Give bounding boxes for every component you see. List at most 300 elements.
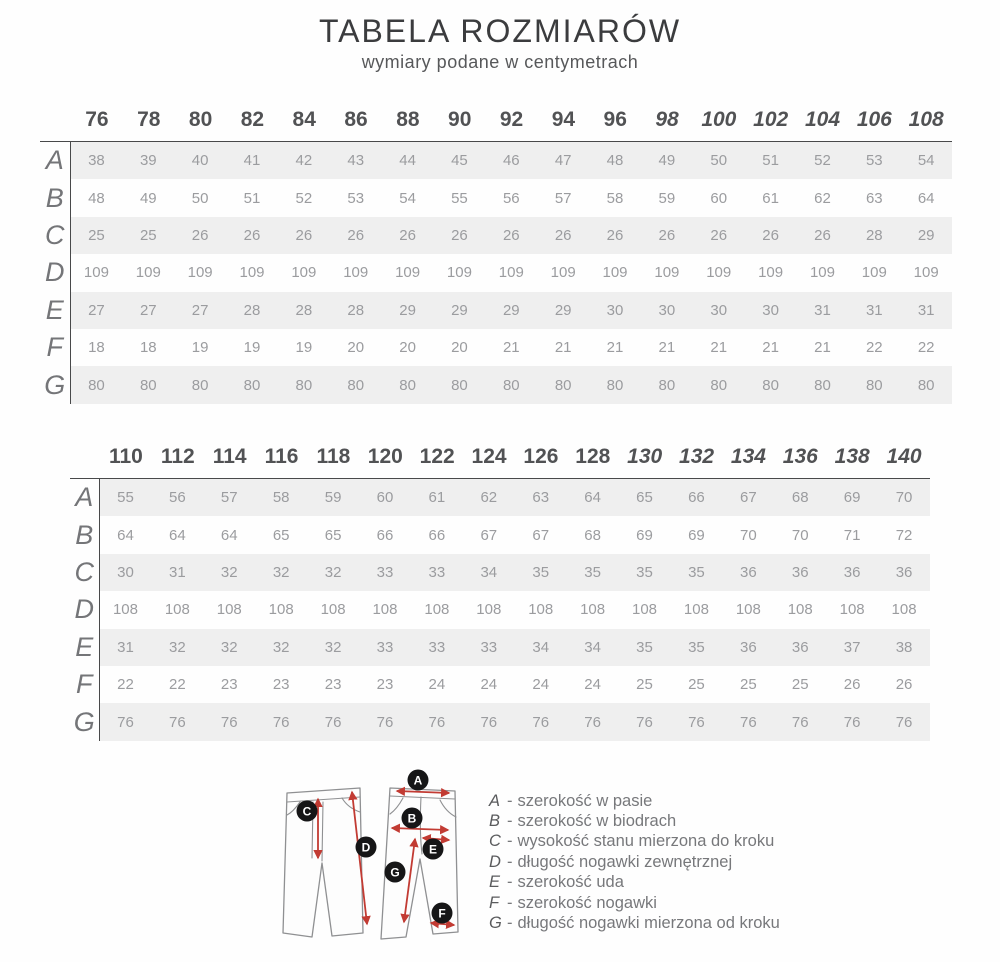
measurement-cell: 80 xyxy=(917,376,935,394)
measurement-cell: 55 xyxy=(117,489,134,507)
measurement-cell: 19 xyxy=(295,339,313,357)
measurement-cell: 109 xyxy=(239,264,265,282)
measurement-cell: 109 xyxy=(291,264,317,282)
inseam-badge xyxy=(385,862,406,883)
measurement-cell: 64 xyxy=(117,526,134,544)
measurement-cell: 32 xyxy=(324,563,342,581)
size-column-header: 122 xyxy=(419,445,455,468)
size-table-body xyxy=(70,478,930,741)
legend-description: szerokość w biodrach xyxy=(517,812,677,831)
size-column-header: 92 xyxy=(499,107,524,131)
measurement-cell: 59 xyxy=(658,189,676,207)
measurement-cell: 43 xyxy=(347,152,365,170)
page-title: TABELA ROZMIARÓW xyxy=(318,13,682,49)
measurement-cell: 71 xyxy=(843,526,861,544)
measurement-cell: 76 xyxy=(843,713,861,731)
measurement-cell: 108 xyxy=(216,601,242,619)
measurement-cell: 33 xyxy=(428,638,446,656)
measurement-cell: 26 xyxy=(191,226,209,244)
measurement-cell: 108 xyxy=(372,601,398,619)
measurement-cell: 70 xyxy=(895,489,913,507)
measurement-cell: 32 xyxy=(220,638,238,656)
measurement-cell: 64 xyxy=(584,489,601,507)
measurement-cell: 108 xyxy=(632,601,658,619)
measurement-cell: 38 xyxy=(895,638,913,656)
size-column-header: 128 xyxy=(575,445,611,468)
measurement-cell: 21 xyxy=(762,339,779,357)
measurement-cell: 80 xyxy=(606,376,624,394)
measurement-cell: 30 xyxy=(606,301,624,319)
legend-separator: - xyxy=(507,873,513,892)
measurement-cell: 24 xyxy=(584,676,601,694)
size-column-header: 118 xyxy=(316,445,351,468)
measurement-cell: 26 xyxy=(451,226,468,244)
legend-separator: - xyxy=(507,893,513,912)
rise-badge xyxy=(297,801,318,822)
row-values xyxy=(100,479,931,516)
measurement-cell: 35 xyxy=(636,563,653,581)
row-label: D xyxy=(40,254,71,291)
measurement-cell: 66 xyxy=(688,489,705,507)
measurement-cell: 68 xyxy=(584,526,601,544)
row-values xyxy=(100,554,931,591)
measurement-cell: 26 xyxy=(710,226,728,244)
measurement-cell: 22 xyxy=(865,339,883,357)
measurement-cell: 80 xyxy=(710,376,728,394)
measurement-cell: 109 xyxy=(395,264,421,282)
size-column-header: 84 xyxy=(292,107,316,131)
svg-text:B: B xyxy=(407,811,417,826)
measurement-cell: 58 xyxy=(272,489,290,507)
measurement-cell: 109 xyxy=(602,264,628,282)
measurement-cell: 45 xyxy=(451,152,468,170)
legend-item xyxy=(489,832,780,852)
measurement-cell: 70 xyxy=(791,526,809,544)
measurement-cell: 36 xyxy=(791,563,809,581)
legend-description: wysokość stanu mierzona do kroku xyxy=(517,832,775,851)
measurement-cell: 44 xyxy=(399,152,416,170)
measurement-cell: 60 xyxy=(710,189,728,207)
legend-letter: E xyxy=(489,873,501,892)
measurement-cell: 36 xyxy=(895,563,913,581)
measurement-cell: 26 xyxy=(295,226,313,244)
measurement-cell: 26 xyxy=(243,226,261,244)
measurement-cell: 23 xyxy=(376,676,394,694)
measurement-cell: 21 xyxy=(814,339,831,357)
measurement-cell: 76 xyxy=(376,713,394,731)
measurement-cell: 30 xyxy=(117,563,134,581)
measurement-cell: 31 xyxy=(917,301,935,319)
measurement-cell: 25 xyxy=(791,676,809,694)
row-values xyxy=(71,142,953,179)
measurement-cell: 26 xyxy=(347,226,365,244)
size-column-header: 76 xyxy=(85,107,109,131)
measurement-cell: 33 xyxy=(376,563,394,581)
row-label: A xyxy=(40,142,71,179)
measurement-cell: 36 xyxy=(739,563,757,581)
measurement-cell: 69 xyxy=(843,489,861,507)
svg-text:F: F xyxy=(438,906,446,921)
measurement-cell: 57 xyxy=(554,189,572,207)
measurement-cell: 32 xyxy=(220,563,238,581)
measurement-cell: 28 xyxy=(295,301,313,319)
size-table-76-108 xyxy=(40,98,952,404)
size-header-row xyxy=(70,436,930,478)
measurement-cell: 109 xyxy=(861,264,887,282)
measurement-cell: 66 xyxy=(376,526,394,544)
measurement-cell: 48 xyxy=(606,152,624,170)
measurement-cell: 65 xyxy=(324,526,342,544)
row-label: F xyxy=(70,666,100,703)
measurement-cell: 34 xyxy=(532,638,550,656)
measurement-cell: 64 xyxy=(917,189,935,207)
measurement-cell: 80 xyxy=(139,376,157,394)
measurement-row xyxy=(70,629,930,666)
measurement-cell: 109 xyxy=(550,264,576,282)
measurement-cell: 55 xyxy=(451,189,468,207)
legend-separator: - xyxy=(507,852,513,871)
size-header-row xyxy=(40,98,952,141)
row-values xyxy=(71,292,953,329)
page-subtitle: wymiary podane w centymetrach xyxy=(361,52,639,72)
measurement-cell: 27 xyxy=(88,301,105,319)
size-column-header: 136 xyxy=(782,445,818,468)
measurement-cell: 31 xyxy=(169,563,186,581)
measurement-cell: 52 xyxy=(295,189,313,207)
measurement-cell: 109 xyxy=(654,264,680,282)
size-column-header: 80 xyxy=(188,107,213,131)
measurement-cell: 60 xyxy=(376,489,394,507)
svg-text:A: A xyxy=(413,773,423,788)
measurement-cell: 76 xyxy=(169,713,186,731)
legend-item xyxy=(489,893,780,913)
hip-badge xyxy=(402,808,423,829)
measurement-cell: 76 xyxy=(688,713,705,731)
legend-letter: C xyxy=(489,832,501,851)
measurement-cell: 56 xyxy=(502,189,520,207)
measurement-cell: 26 xyxy=(814,226,831,244)
measurement-cell: 25 xyxy=(688,676,705,694)
measurement-row xyxy=(40,366,952,403)
measurement-cell: 28 xyxy=(347,301,365,319)
size-column-header: 132 xyxy=(679,445,715,468)
measurement-cell: 41 xyxy=(243,152,261,170)
measurement-cell: 72 xyxy=(895,526,913,544)
measurement-cell: 109 xyxy=(187,264,213,282)
measurement-cell: 80 xyxy=(865,376,883,394)
measurement-cell: 65 xyxy=(272,526,290,544)
size-column-header: 100 xyxy=(701,107,737,131)
measurement-cell: 23 xyxy=(220,676,238,694)
row-label: C xyxy=(70,554,100,591)
size-column-header: 82 xyxy=(240,107,265,131)
leg-opening-badge xyxy=(432,903,453,924)
measurement-cell: 61 xyxy=(762,189,779,207)
measurement-cell: 29 xyxy=(554,301,572,319)
size-column-header: 114 xyxy=(212,445,247,468)
measurement-cell: 19 xyxy=(243,339,261,357)
measurement-cell: 64 xyxy=(220,526,238,544)
measurement-cell: 62 xyxy=(814,189,831,207)
measurement-cell: 34 xyxy=(480,563,498,581)
measurement-legend xyxy=(489,791,780,934)
measurement-cell: 32 xyxy=(324,638,342,656)
measurement-cell: 24 xyxy=(480,676,498,694)
measurement-row xyxy=(70,554,930,591)
size-column-header: 98 xyxy=(655,107,679,131)
measurement-cell: 76 xyxy=(272,713,290,731)
measurement-cell: 109 xyxy=(446,264,472,282)
measurement-row xyxy=(70,666,930,703)
measurement-cell: 108 xyxy=(268,601,294,619)
measurement-cell: 27 xyxy=(139,301,157,319)
measurement-cell: 108 xyxy=(839,601,865,619)
measurement-cell: 26 xyxy=(895,676,913,694)
row-values xyxy=(71,366,953,403)
measurement-cell: 108 xyxy=(891,601,917,619)
measurement-cell: 20 xyxy=(399,339,416,357)
measurement-cell: 21 xyxy=(502,339,520,357)
pants-back-drawing xyxy=(283,788,363,937)
measurement-cell: 80 xyxy=(814,376,831,394)
measurement-cell: 33 xyxy=(428,563,446,581)
measurement-cell: 48 xyxy=(88,189,105,207)
measurement-cell: 40 xyxy=(191,152,209,170)
measurement-cell: 21 xyxy=(658,339,676,357)
measurement-cell: 59 xyxy=(324,489,342,507)
measurement-cell: 80 xyxy=(399,376,416,394)
measurement-cell: 108 xyxy=(112,601,138,619)
measurement-cell: 21 xyxy=(606,339,624,357)
waist-badge xyxy=(408,770,429,791)
measurement-cell: 56 xyxy=(169,489,186,507)
measurement-cell: 30 xyxy=(710,301,728,319)
legend-item xyxy=(489,852,780,872)
measurement-cell: 80 xyxy=(88,376,105,394)
size-column-header: 78 xyxy=(137,107,161,131)
measurement-cell: 63 xyxy=(532,489,550,507)
measurement-cell: 19 xyxy=(191,339,209,357)
size-table-body xyxy=(40,141,952,404)
measurement-cell: 67 xyxy=(532,526,550,544)
measurement-cell: 68 xyxy=(791,489,809,507)
measurement-cell: 108 xyxy=(683,601,709,619)
measurement-cell: 57 xyxy=(220,489,238,507)
measurement-cell: 80 xyxy=(451,376,468,394)
measurement-cell: 80 xyxy=(347,376,365,394)
measurement-cell: 35 xyxy=(584,563,601,581)
measurement-row xyxy=(70,479,930,516)
measurement-cell: 109 xyxy=(343,264,369,282)
measurement-cell: 76 xyxy=(428,713,446,731)
measurement-cell: 35 xyxy=(532,563,550,581)
row-values xyxy=(71,254,953,291)
measurement-cell: 32 xyxy=(272,638,290,656)
row-values xyxy=(71,179,953,216)
size-column-header: 88 xyxy=(396,107,420,131)
measurement-cell: 18 xyxy=(88,339,105,357)
row-values xyxy=(100,591,931,628)
measurement-cell: 109 xyxy=(83,264,109,282)
measurement-cell: 58 xyxy=(606,189,624,207)
measurement-cell: 49 xyxy=(139,189,157,207)
measurement-cell: 109 xyxy=(913,264,939,282)
measurement-cell: 35 xyxy=(636,638,653,656)
measurement-row xyxy=(40,179,952,216)
measurement-cell: 80 xyxy=(295,376,313,394)
row-label: C xyxy=(40,217,71,254)
legend-letter: F xyxy=(489,893,500,912)
measurement-cell: 22 xyxy=(117,676,134,694)
measurement-cell: 33 xyxy=(376,638,394,656)
legend-item xyxy=(489,791,780,811)
measurement-cell: 108 xyxy=(476,601,502,619)
legend-separator: - xyxy=(507,812,513,831)
row-label: D xyxy=(70,591,100,628)
measurement-cell: 31 xyxy=(117,638,134,656)
measurement-row xyxy=(40,329,952,366)
measurement-cell: 24 xyxy=(428,676,446,694)
outseam-badge xyxy=(356,837,377,858)
row-values xyxy=(100,629,931,666)
measurement-cell: 38 xyxy=(88,152,105,170)
measurement-cell: 67 xyxy=(739,489,757,507)
legend-description: szerokość w pasie xyxy=(517,791,653,810)
measurement-cell: 26 xyxy=(502,226,520,244)
size-column-header: 110 xyxy=(108,445,143,468)
measurement-cell: 51 xyxy=(762,152,779,170)
measurement-cell: 33 xyxy=(480,638,498,656)
measurement-cell: 109 xyxy=(706,264,732,282)
measurement-cell: 54 xyxy=(917,152,935,170)
svg-text:E: E xyxy=(428,842,438,857)
measurement-cell: 76 xyxy=(480,713,498,731)
legend-letter: G xyxy=(489,914,502,933)
measurement-cell: 76 xyxy=(532,713,550,731)
measurement-cell: 42 xyxy=(295,152,313,170)
measurement-cell: 22 xyxy=(917,339,935,357)
measurement-cell: 29 xyxy=(451,301,468,319)
measurement-cell: 62 xyxy=(480,489,498,507)
measurement-cell: 23 xyxy=(324,676,342,694)
measurement-cell: 63 xyxy=(865,189,883,207)
measurement-cell: 80 xyxy=(243,376,261,394)
row-label: B xyxy=(40,179,71,216)
measurement-cell: 54 xyxy=(399,189,416,207)
measurement-cell: 47 xyxy=(554,152,572,170)
legend-separator: - xyxy=(507,791,513,810)
svg-text:C: C xyxy=(302,804,312,819)
row-values xyxy=(100,666,931,703)
measurement-cell: 25 xyxy=(88,226,105,244)
measurement-cell: 31 xyxy=(865,301,883,319)
row-label: G xyxy=(40,366,71,403)
size-column-header: 112 xyxy=(160,445,195,468)
measurement-cell: 34 xyxy=(584,638,601,656)
size-column-header: 96 xyxy=(603,107,627,131)
measurement-cell: 109 xyxy=(135,264,161,282)
measurement-cell: 28 xyxy=(865,226,883,244)
measurement-cell: 21 xyxy=(710,339,728,357)
measurement-cell: 80 xyxy=(658,376,676,394)
size-column-header: 94 xyxy=(551,107,576,131)
measurement-cell: 109 xyxy=(809,264,835,282)
legend-item xyxy=(489,873,780,893)
measurement-cell: 37 xyxy=(843,638,861,656)
measurement-cell: 29 xyxy=(917,226,935,244)
size-column-header: 90 xyxy=(448,107,472,131)
measurement-cell: 108 xyxy=(424,601,450,619)
measurement-cell: 108 xyxy=(735,601,761,619)
measurement-cell: 80 xyxy=(762,376,779,394)
measurement-cell: 108 xyxy=(528,601,554,619)
size-column-header: 102 xyxy=(753,107,789,131)
measurement-cell: 20 xyxy=(451,339,468,357)
row-values xyxy=(71,329,953,366)
measurement-row xyxy=(70,703,930,740)
size-column-header: 134 xyxy=(730,445,766,468)
measurement-cell: 26 xyxy=(843,676,861,694)
measurement-cell: 64 xyxy=(169,526,186,544)
measurement-cell: 36 xyxy=(739,638,757,656)
measurement-cell: 50 xyxy=(710,152,728,170)
legend-item xyxy=(489,913,780,933)
measurement-cell: 80 xyxy=(191,376,209,394)
measurement-cell: 39 xyxy=(139,152,157,170)
measurement-cell: 53 xyxy=(865,152,883,170)
pants-measurement-diagram xyxy=(270,762,475,954)
measurement-cell: 50 xyxy=(191,189,209,207)
measurement-cell: 29 xyxy=(399,301,416,319)
measurement-cell: 65 xyxy=(636,489,653,507)
row-values xyxy=(100,516,931,553)
measurement-cell: 24 xyxy=(532,676,550,694)
measurement-cell: 35 xyxy=(688,638,705,656)
size-column-header: 106 xyxy=(856,107,892,131)
size-column-header: 124 xyxy=(471,445,507,468)
measurement-cell: 46 xyxy=(502,152,520,170)
measurement-cell: 109 xyxy=(498,264,524,282)
row-label: A xyxy=(70,479,100,516)
measurement-cell: 36 xyxy=(843,563,861,581)
measurement-cell: 52 xyxy=(814,152,831,170)
legend-separator: - xyxy=(507,914,513,933)
size-table-110-140 xyxy=(70,436,930,741)
legend-letter: A xyxy=(489,791,501,810)
legend-description: szerokość uda xyxy=(517,873,624,892)
measurement-cell: 25 xyxy=(139,226,157,244)
row-values xyxy=(71,217,953,254)
size-column-header: 126 xyxy=(523,445,559,468)
measurement-cell: 26 xyxy=(658,226,676,244)
measurement-cell: 76 xyxy=(324,713,342,731)
measurement-cell: 30 xyxy=(658,301,676,319)
measurement-cell: 76 xyxy=(739,713,757,731)
row-label: F xyxy=(40,329,71,366)
measurement-cell: 76 xyxy=(895,713,913,731)
measurement-cell: 20 xyxy=(347,339,365,357)
legend-description: długość nogawki zewnętrznej xyxy=(517,852,733,871)
measurement-cell: 69 xyxy=(636,526,653,544)
measurement-cell: 53 xyxy=(347,189,365,207)
size-column-header: 140 xyxy=(886,445,922,468)
measurement-cell: 66 xyxy=(428,526,446,544)
measurement-row xyxy=(40,292,952,329)
measurement-cell: 31 xyxy=(814,301,831,319)
size-column-header: 138 xyxy=(834,445,870,468)
measurement-cell: 35 xyxy=(688,563,705,581)
measurement-cell: 49 xyxy=(658,152,676,170)
